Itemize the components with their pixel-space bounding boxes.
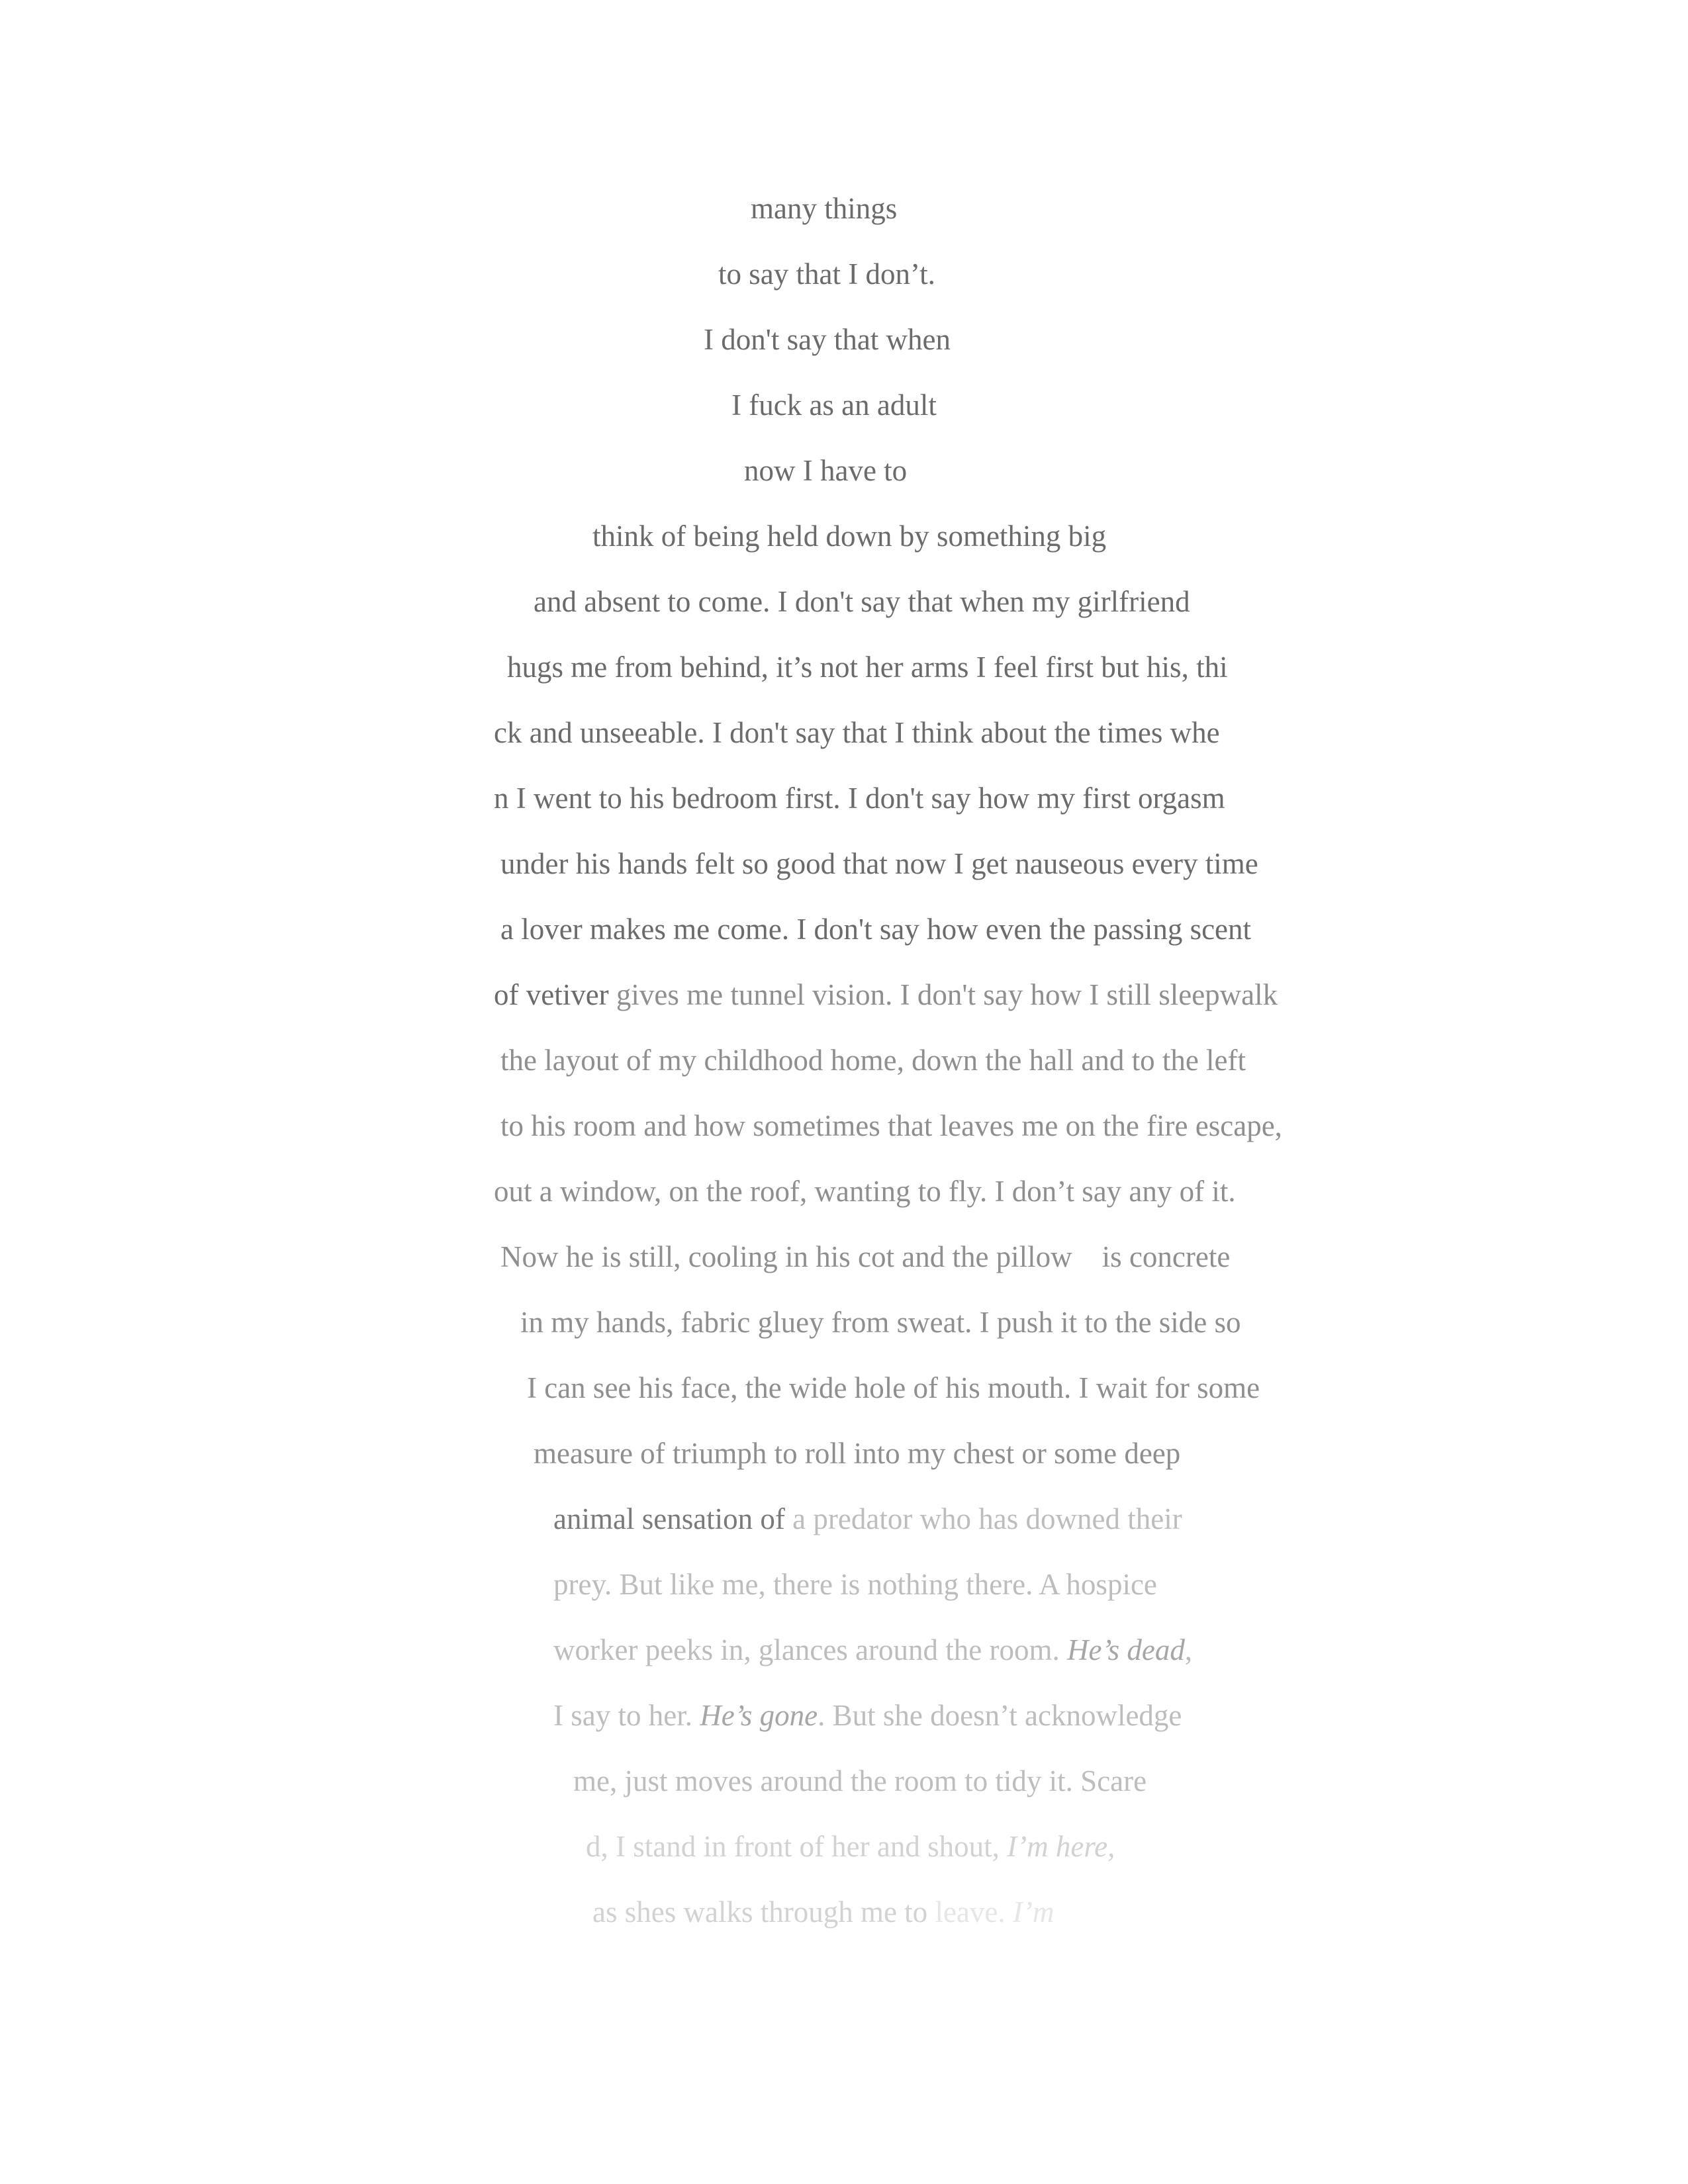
poem-text: worker peeks in, glances around the room.	[553, 1633, 1068, 1666]
poem-line	[592, 1892, 1054, 1932]
poem-line	[500, 844, 1258, 884]
poem-line	[573, 1761, 1147, 1801]
poem-text: to say that I don’t.	[718, 257, 935, 291]
poem-line	[500, 1040, 1246, 1080]
poem-line	[534, 1433, 1180, 1473]
poem-text: leave.	[935, 1895, 1013, 1929]
poem-italic-text: He’s dead	[1067, 1633, 1185, 1666]
poem-line	[744, 451, 907, 490]
poem-line	[592, 516, 1106, 556]
poem-line	[553, 1630, 1192, 1670]
poem-text: measure of triumph to roll into my chest or some deep	[534, 1437, 1181, 1470]
poem-text: I say to her.	[553, 1699, 700, 1732]
poem-text: and absent to come. I don't say that when my girlfriend	[534, 585, 1190, 618]
poem-line	[718, 254, 935, 294]
poem-text: many things	[751, 192, 898, 225]
poem-text: as shes walks through me to	[592, 1895, 935, 1929]
poem-text: me, just moves around the room to tidy it. Scare	[573, 1764, 1147, 1797]
poem-text: ck and unseeable. I don't say that I think about the times whe	[494, 716, 1220, 749]
poem-line	[553, 1696, 1182, 1735]
poem-line	[553, 1499, 1182, 1539]
poem-text: think of being held down by something big	[592, 520, 1107, 553]
poem-text: the layout of my childhood home, down the hall and to the left	[500, 1044, 1246, 1077]
poem-line	[553, 1565, 1157, 1604]
poem-line	[494, 713, 1220, 752]
poem-line	[500, 1106, 1282, 1146]
poem-line	[500, 1237, 1230, 1277]
poem-text: a lover makes me come. I don't say how even the passing scent	[500, 913, 1252, 946]
poem-italic-text: I’m here,	[1007, 1830, 1115, 1863]
poem-line	[494, 975, 1278, 1015]
poem-text: out a window, on the roof, wanting to fly. I don’t say any of it.	[494, 1175, 1236, 1208]
poem-line	[507, 647, 1228, 687]
poem-line	[494, 1171, 1236, 1211]
poem-text: gives me tunnel vision. I don't say how I still sleepwalk	[616, 978, 1278, 1011]
poem-text: in my hands, fabric gluey from sweat. I push it to the side so	[520, 1306, 1241, 1339]
poem-italic-text: He’s gone	[700, 1699, 818, 1732]
poem-text: I don't say that when	[704, 323, 951, 356]
poem-text: ,	[1184, 1633, 1193, 1666]
poem-text: d, I stand in front of her and shout,	[586, 1830, 1008, 1863]
poem-text: I can see his face, the wide hole of his mouth. I wait for some	[527, 1371, 1260, 1404]
poem-text: . But she doesn’t acknowledge	[818, 1699, 1182, 1732]
poem-line	[494, 778, 1225, 818]
poem-text: under his hands felt so good that now I get nauseous every time	[500, 847, 1258, 880]
poem-line	[751, 189, 897, 228]
poem-line	[704, 320, 951, 359]
poem-text: a predator who has downed their	[792, 1502, 1182, 1535]
poem-line	[731, 385, 937, 425]
poem-text: animal sensation of	[553, 1502, 793, 1535]
poem-text: hugs me from behind, it’s not her arms I feel first but his, thi	[507, 651, 1228, 684]
poem-text: Now he is still, cooling in his cot and the pillow is concrete	[500, 1240, 1231, 1273]
poem-text: I fuck as an adult	[731, 388, 937, 422]
poem-line	[520, 1302, 1241, 1342]
poem-text: now I have to	[744, 454, 908, 487]
poem-text: n I went to his bedroom first. I don't say how my first orgasm	[494, 782, 1225, 815]
poem-italic-text: I’m	[1012, 1895, 1055, 1929]
poem-line	[586, 1827, 1115, 1866]
poem-text: prey. But like me, there is nothing there. A hospice	[553, 1568, 1157, 1601]
poem-text: of vetiver	[494, 978, 616, 1011]
poem-text: to his room and how sometimes that leaves me on the fire escape,	[500, 1109, 1282, 1142]
poem-line	[534, 582, 1190, 621]
poem-line	[527, 1368, 1260, 1408]
poem-line	[500, 909, 1251, 949]
